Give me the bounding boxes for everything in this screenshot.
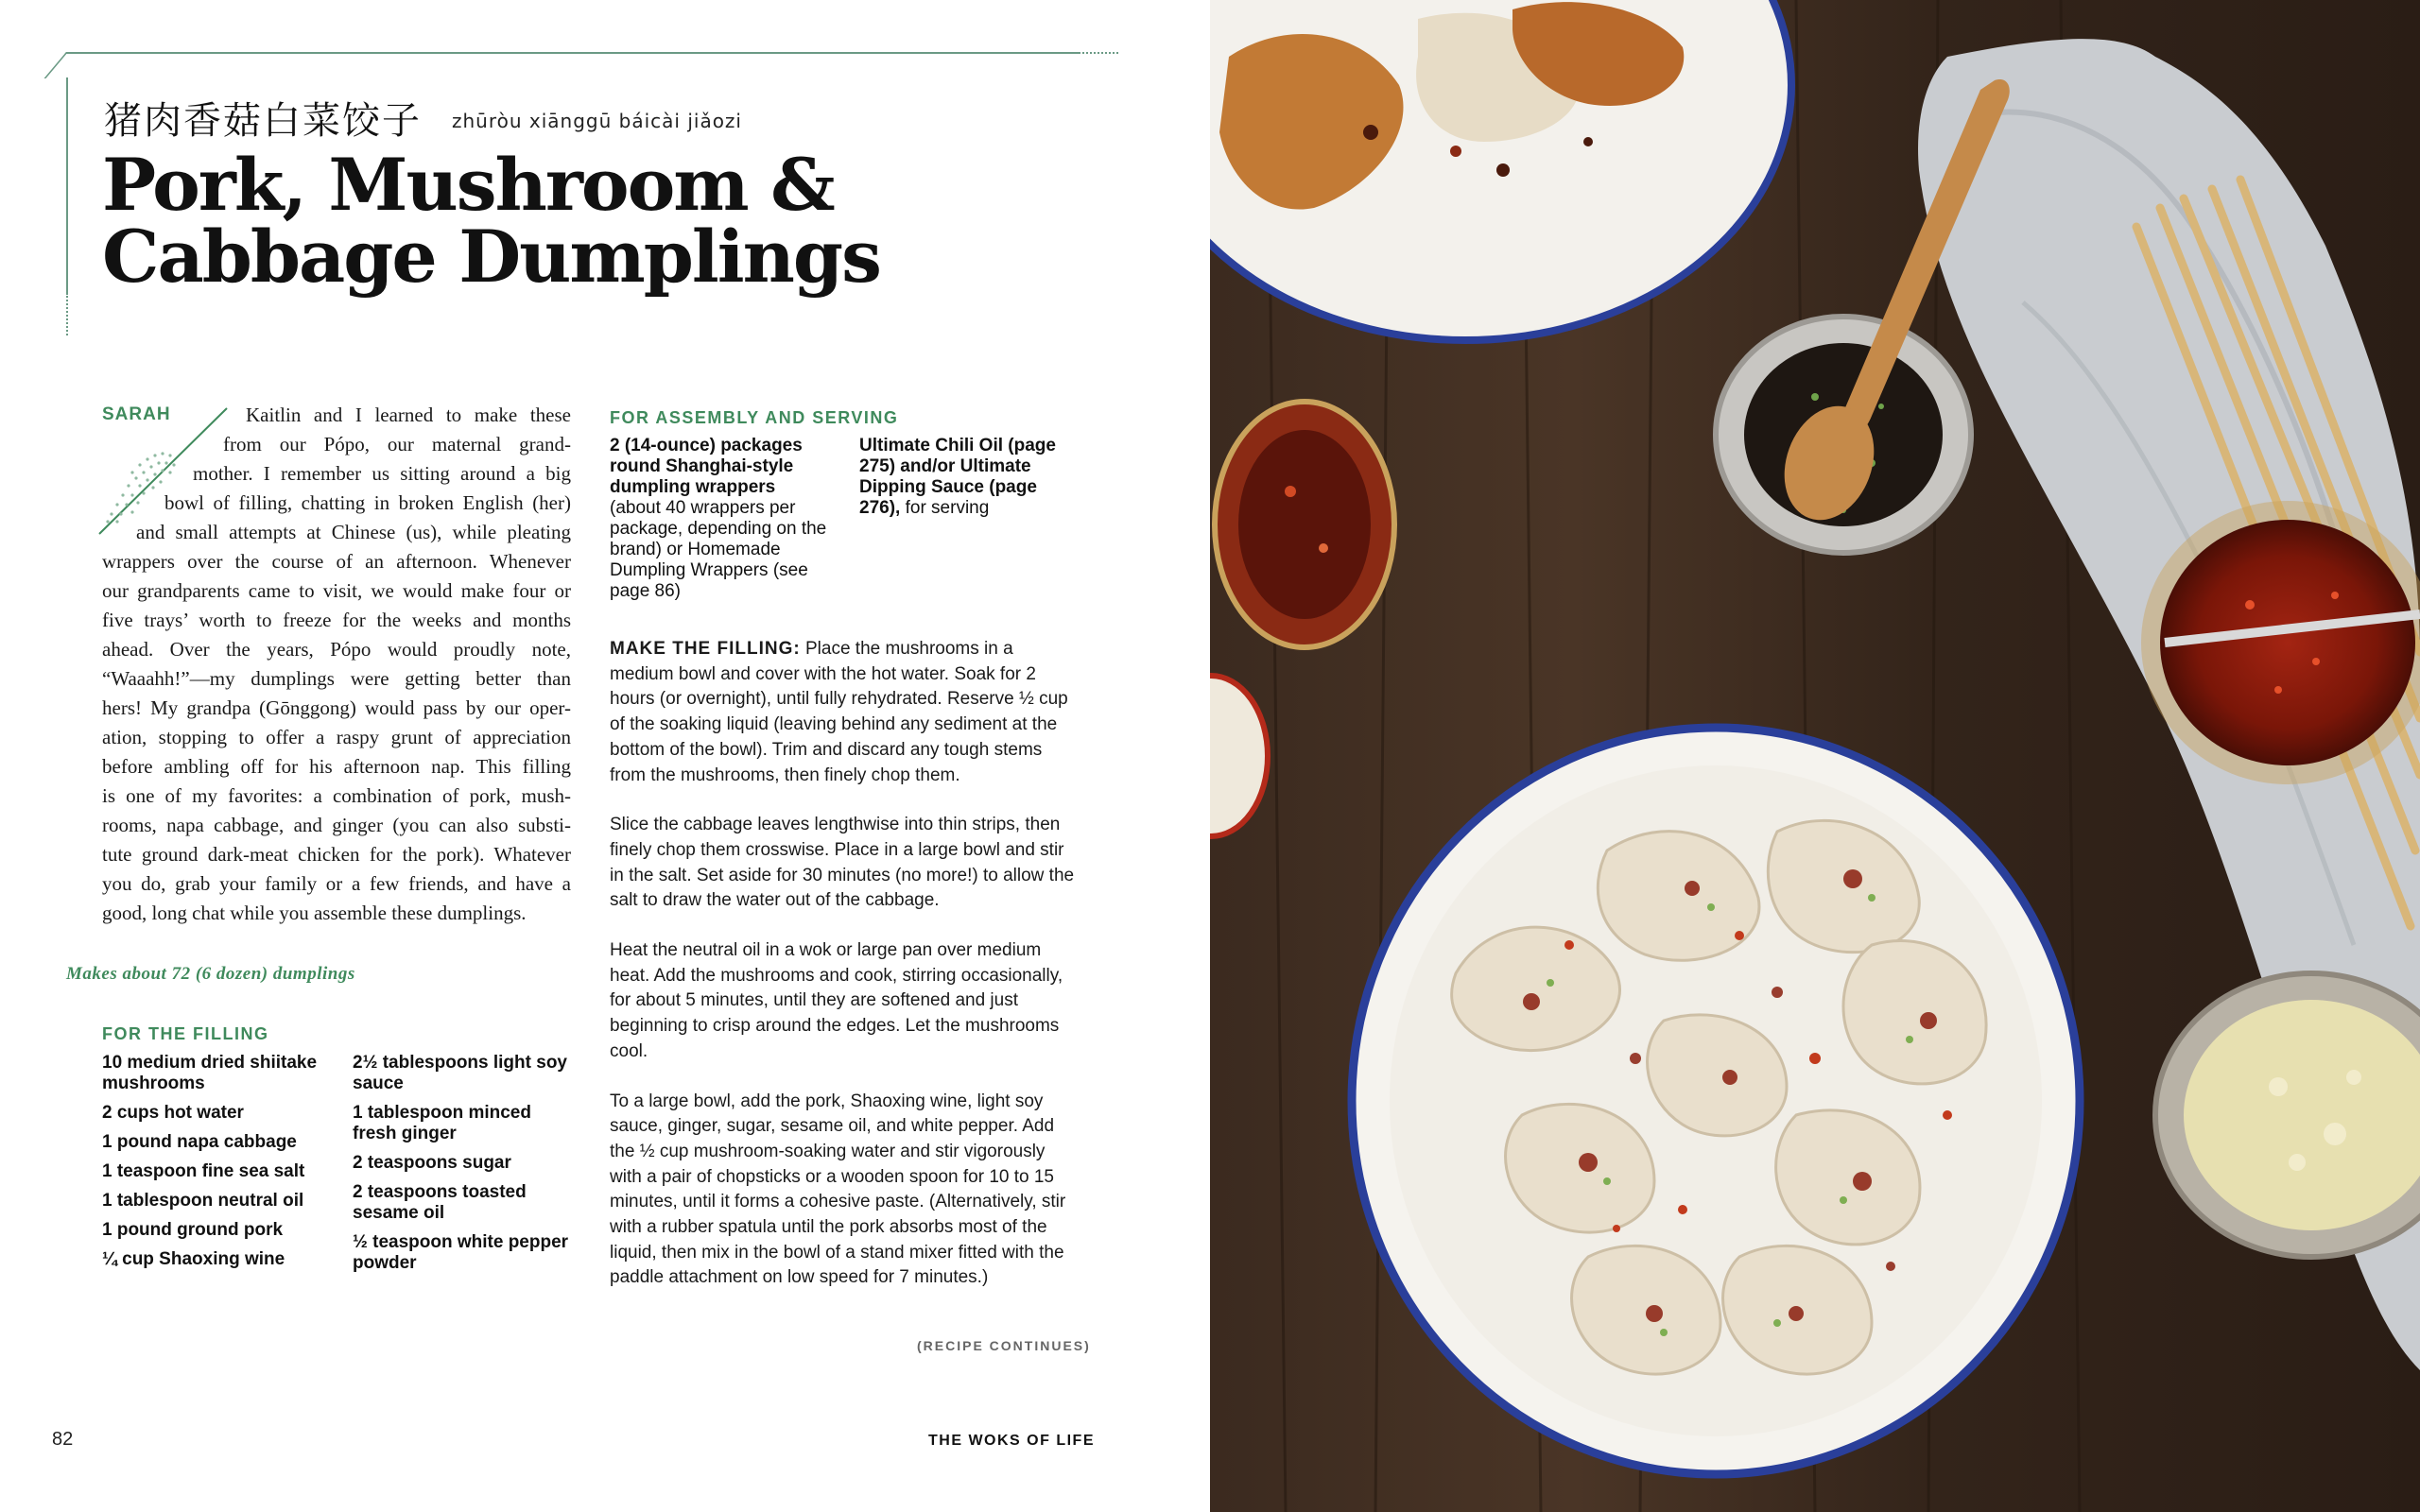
- intro-line: is one of my favorites: a combination of pork, mush-: [102, 784, 571, 807]
- chinese-title: 猪肉香菇白菜饺子: [104, 99, 422, 143]
- title-frame-dotted-rule: [1079, 52, 1118, 54]
- intro-line: bowl of filling, chatting in broken English (her): [164, 491, 571, 514]
- intro-line: hers! My grandpa (Gōnggong) would pass by our oper-: [102, 696, 571, 719]
- intro-line: you do, grab your family or a few friends, and have a: [102, 872, 571, 895]
- assembly-ingredient-1: [610, 436, 841, 602]
- intro-line: from our Pópo, our maternal grand-: [223, 433, 571, 455]
- author-name: SARAH: [102, 404, 171, 424]
- assembly-item-1-name: 2 (14-ounce) packages round Shanghai-style dumpling wrappers: [610, 436, 803, 497]
- intro-line: “Waaahh!”—my dumplings were getting better than: [102, 667, 571, 690]
- intro-line: our grandparents came to visit, we would make four or: [102, 579, 571, 602]
- yield-note: Makes about 72 (6 dozen) dumplings: [66, 964, 355, 984]
- assembly-ingredient-2: [859, 436, 1081, 519]
- recipe-continues-note: (RECIPE CONTINUES): [917, 1338, 1091, 1353]
- dumpling-photo: [1210, 0, 2420, 1512]
- intro-line: before ambling off for his afternoon nap. This filling: [102, 755, 571, 778]
- intro-line: tute ground dark-meat chicken for the pork). Whatever: [102, 843, 571, 866]
- ingredient-item: 2 cups hot water: [102, 1103, 244, 1123]
- title-frame-left-rule: [66, 77, 68, 293]
- assembly-item-2-note: for serving: [905, 498, 990, 518]
- title-frame-corner: [44, 52, 93, 78]
- ingredient-item: ½ teaspoon white pepper powder: [353, 1232, 569, 1273]
- method-paragraph-2: Slice the cabbage leaves lengthwise into thin strips, then finely chop them crosswise. Place in a large bowl and stir in the salt. Set aside for 30 minutes (no more!) to allow the salt to draw the water out of the cabbage.: [610, 815, 1075, 911]
- assembly-item-2-name: Ultimate Chili Oil (page 275) and/or Ultimate Dipping Sauce (page 276),: [859, 436, 1056, 518]
- method-text-1: Place the mushrooms in a medium bowl and cover with the hot water. Soak for 2 hours (or overnight), until fully rehydrated. Reserve ½ cup of the soaking liquid (leaving behind any sediment at the bottom of the bowl). Trim and discard any tough stems from the mushrooms, then finely chop them.: [610, 639, 1068, 785]
- intro-line: mother. I remember us sitting around a big: [193, 462, 571, 485]
- ingredient-item: 2 teaspoons toasted sesame oil: [353, 1182, 527, 1223]
- method-lead: MAKE THE FILLING:: [610, 639, 801, 659]
- intro-line: wrappers over the course of an afternoon. Whenever: [102, 550, 571, 573]
- filling-ingredients-col-2: [353, 1053, 579, 1282]
- intro-line: ation, stopping to offer a raspy grunt of appreciation: [102, 726, 571, 748]
- chili-oil-jar: [1215, 402, 1394, 647]
- ingredient-item: 10 medium dried shiitake mushrooms: [102, 1053, 318, 1093]
- assembly-item-1-note: (about 40 wrappers per package, depending on the brand) or Homemade Dumpling Wrappers (see page 86): [610, 498, 827, 601]
- ingredient-item: 2½ tablespoons light soy sauce: [353, 1053, 567, 1093]
- filling-heading: FOR THE FILLING: [102, 1024, 269, 1043]
- title-frame-left-dotted-rule: [66, 293, 68, 335]
- book-title-footer: THE WOKS OF LIFE: [928, 1433, 1095, 1449]
- recipe-title-line-1: Pork, Mushroom &: [102, 143, 834, 227]
- intro-line: good, long chat while you assemble these dumplings.: [102, 902, 527, 924]
- ingredient-item: ¼ cup Shaoxing wine: [102, 1249, 285, 1269]
- ingredient-item: 1 pound ground pork: [102, 1220, 284, 1240]
- recipe-title-line-2: Cabbage Dumplings: [102, 215, 880, 299]
- ingredient-item: 1 teaspoon fine sea salt: [102, 1161, 305, 1181]
- intro-line: rooms, napa cabbage, and ginger (you can also substi-: [102, 814, 571, 836]
- method-paragraph-4: To a large bowl, add the pork, Shaoxing wine, light soy sauce, ginger, sugar, sesame oil, and white pepper. Add the ½ cup mushroom-soaking water and stir vigorously with a pair of chopsticks or a wooden spoon for 10 to 15 minutes, until it forms a cohesive paste. (Alternatively, stir with a rubber spatula until the pork absorbs most of the liquid, then mix in the bowl of a stand mixer fitted with the paddle attachment on low speed for 7 minutes.): [610, 1091, 1066, 1288]
- intro-line: ahead. Over the years, Pópo would proudly note,: [102, 638, 571, 661]
- intro-line: and small attempts at Chinese (us), while pleating: [136, 521, 571, 543]
- pinyin-title: zhūròu xiānggū báicài jiǎozi: [452, 110, 742, 132]
- assembly-heading: FOR ASSEMBLY AND SERVING: [610, 408, 899, 427]
- photo-illustration: [1210, 0, 2420, 1512]
- ingredient-item: 2 teaspoons sugar: [353, 1153, 511, 1173]
- ingredient-item: 1 tablespoon minced fresh ginger: [353, 1103, 531, 1143]
- intro-line: Kaitlin and I learned to make these: [246, 404, 571, 426]
- recipe-title: [102, 143, 880, 299]
- ingredient-item: 1 pound napa cabbage: [102, 1132, 297, 1152]
- ingredient-item: 1 tablespoon neutral oil: [102, 1191, 304, 1211]
- method-paragraph-3: Heat the neutral oil in a wok or large pan over medium heat. Add the mushrooms and cook, stirring occasionally, for about 5 minutes, until they are softened and just beginning to crisp around the edges. Let the mushrooms cool.: [610, 940, 1063, 1061]
- dumpling-plate: [1352, 728, 2080, 1474]
- intro-line: five trays’ worth to freeze for the weeks and months: [102, 609, 571, 631]
- method-paragraph-1: [610, 637, 1078, 788]
- filling-ingredients-col-1: [102, 1053, 338, 1279]
- intro-paragraph: [102, 401, 571, 928]
- page-number: 82: [52, 1429, 74, 1450]
- title-frame-top-rule: [91, 52, 1079, 54]
- method-steps: [610, 637, 1078, 1315]
